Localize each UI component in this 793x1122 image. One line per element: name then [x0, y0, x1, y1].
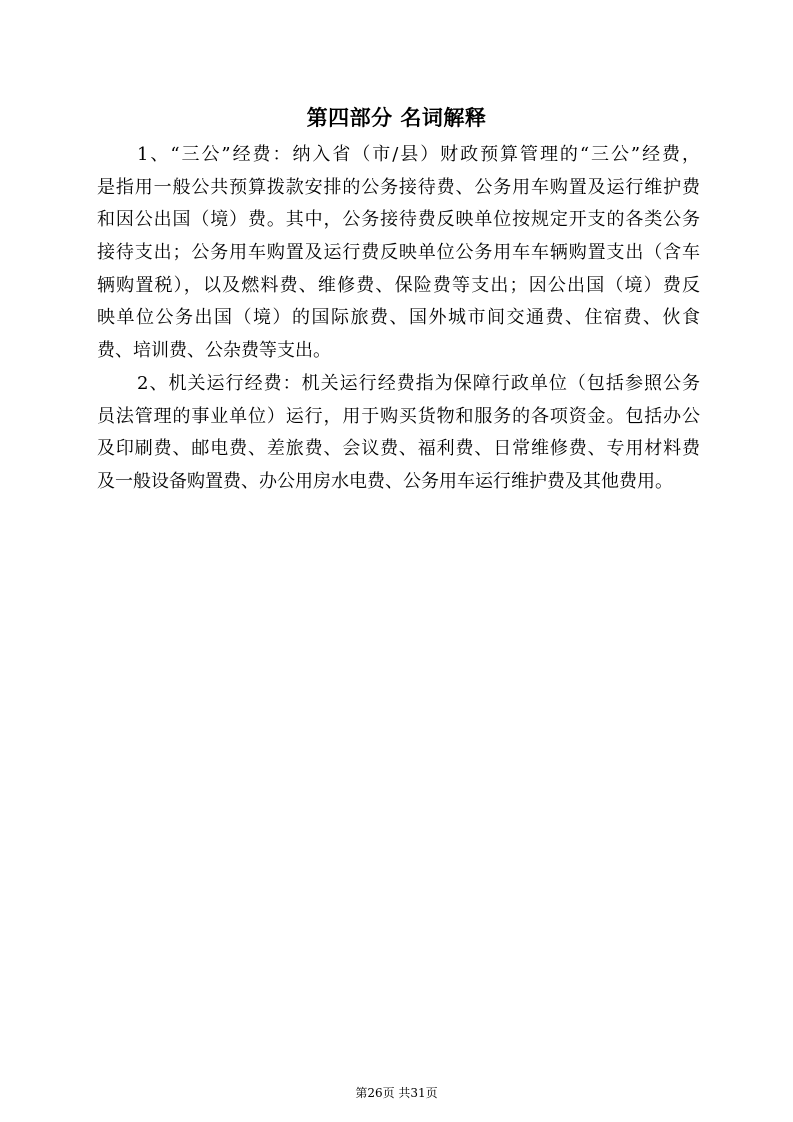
- paragraph-line: 费、培训费、公杂费等支出。: [97, 340, 331, 362]
- paragraph-line: 接待支出；公务用车购置及运行费反映单位公务用车车辆购置支出（含车: [97, 242, 700, 264]
- paragraph-operating-expenses: [97, 368, 700, 499]
- paragraph-three-public-expenses: [97, 139, 700, 368]
- section-title: 第四部分 名词解释: [306, 106, 487, 130]
- paragraph-line: 及印刷费、邮电费、差旅费、会议费、福利费、日常维修费、专用材料费: [97, 438, 700, 460]
- paragraph-line: 辆购置税），以及燃料费、维修费、保险费等支出；因公出国（境）费反: [97, 274, 700, 296]
- page-number-footer: 第26页 共31页: [355, 1086, 438, 1100]
- paragraph-line: 是指用一般公共预算拨款安排的公务接待费、公务用车购置及运行维护费: [97, 176, 700, 198]
- paragraph-line: 和因公出国（境）费。其中，公务接待费反映单位按规定开支的各类公务: [97, 209, 700, 231]
- paragraph-line: 1、“三公”经费：纳入省（市/县）财政预算管理的“三公”经费，: [137, 144, 700, 165]
- paragraph-line: 及一般设备购置费、办公用房水电费、公务用车运行维护费及其他费用。: [97, 470, 673, 492]
- body-text: [97, 139, 700, 499]
- paragraph-line: 员法管理的事业单位）运行，用于购买货物和服务的各项资金。包括办公: [97, 405, 700, 427]
- paragraph-line: 2、机关运行经费：机关运行经费指为保障行政单位（包括参照公务: [137, 372, 700, 394]
- paragraph-line: 映单位公务出国（境）的国际旅费、国外城市间交通费、住宿费、伙食: [97, 307, 700, 329]
